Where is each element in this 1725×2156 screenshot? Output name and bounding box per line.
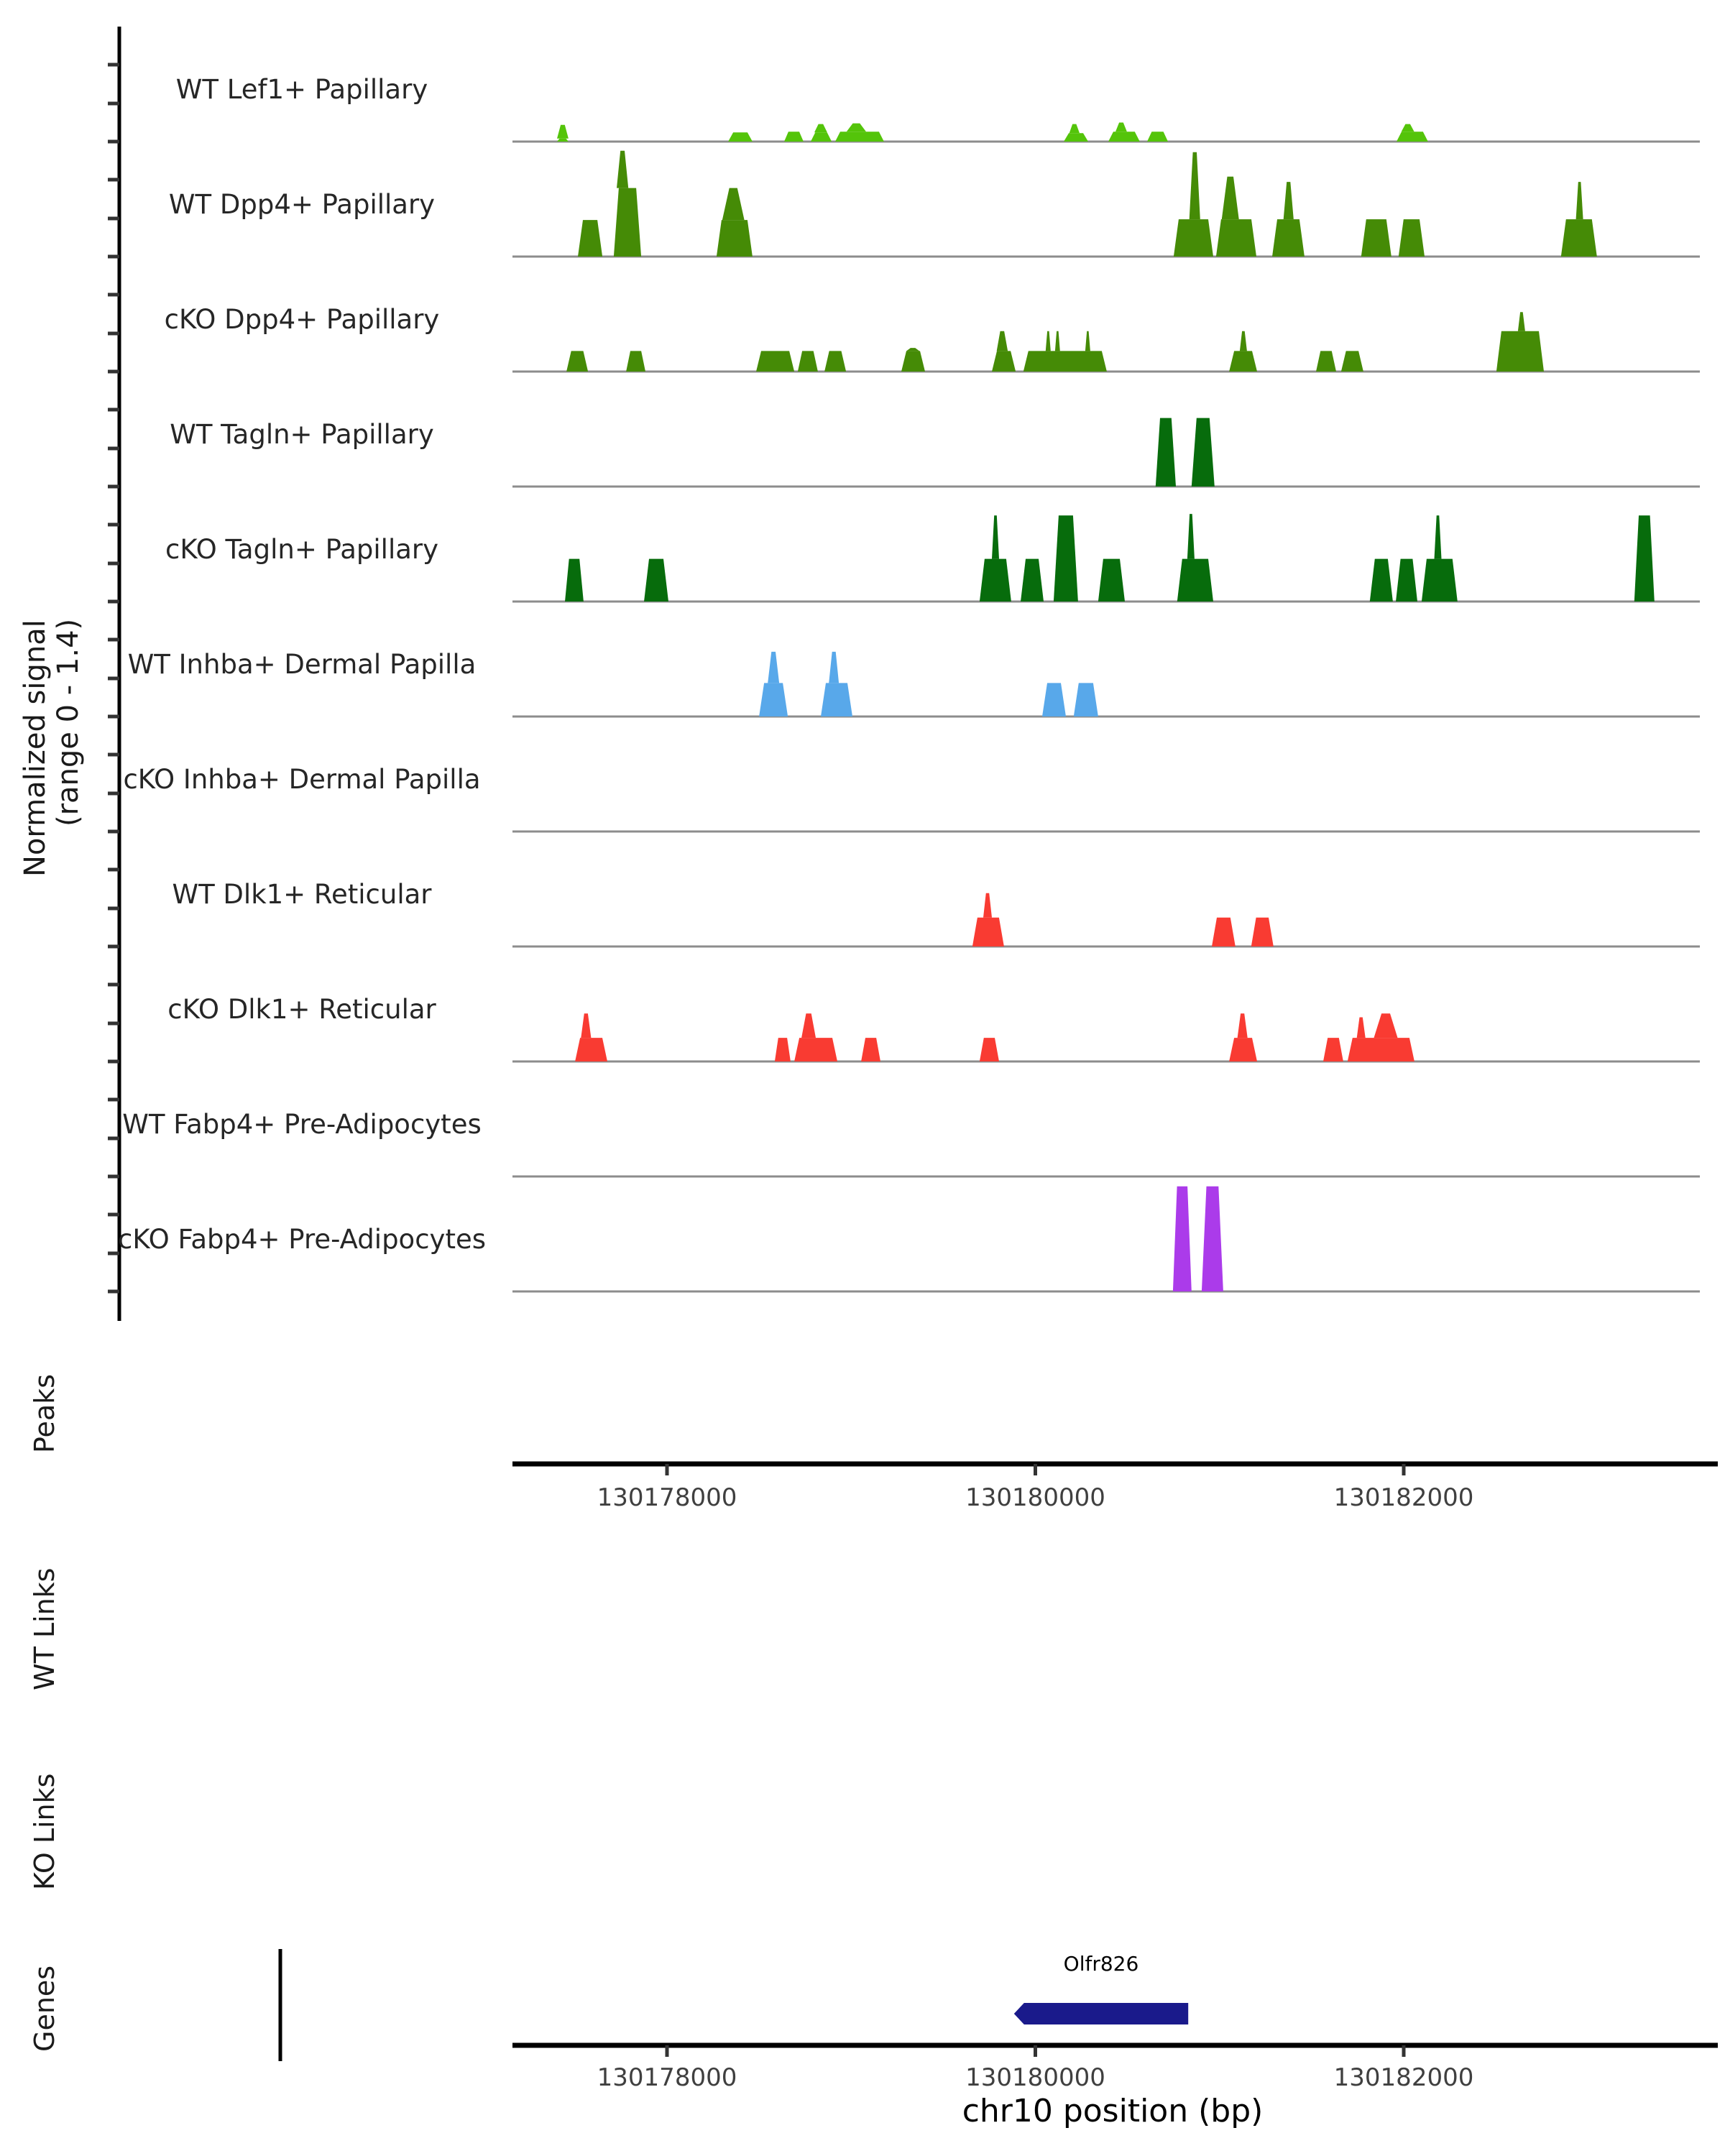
signal-track [118, 1187, 1700, 1291]
track-label: WT Fabp4+ Pre-Adipocytes [122, 1109, 482, 1140]
signal-peak-spike [1222, 177, 1239, 219]
signal-peak [835, 132, 884, 142]
signal-peak [1216, 219, 1256, 257]
signal-peak [1316, 351, 1336, 372]
signal-peak [1054, 515, 1078, 602]
signal-peak [565, 559, 584, 602]
y-axis-label-line1: Normalized signal [19, 619, 52, 877]
signal-track [128, 649, 1700, 717]
signal-peak [1108, 132, 1140, 142]
signal-peak [1272, 219, 1305, 257]
signal-peak-spike [906, 348, 919, 351]
signal-peak [1156, 418, 1176, 487]
signal-peak [1229, 1038, 1257, 1061]
signal-peak-spike [1187, 514, 1195, 559]
gene-body [1014, 2003, 1188, 2024]
section-label-peaks: Peaks [29, 1373, 60, 1453]
track-label: WT Inhba+ Dermal Papilla [127, 649, 477, 680]
signal-peak [1098, 559, 1125, 602]
signal-peak [1229, 351, 1257, 372]
signal-peak [798, 351, 818, 372]
signal-peak-spike [1435, 515, 1442, 558]
signal-track [167, 994, 1700, 1061]
signal-peak [811, 132, 832, 142]
signal-peak [756, 351, 794, 372]
track-label: WT Tagln+ Papillary [170, 419, 434, 450]
signal-peak [1323, 1038, 1343, 1061]
signal-track [169, 151, 1700, 257]
signal-peak-spike [1518, 312, 1525, 331]
signal-peak-spike [1284, 182, 1294, 219]
section-label-genes: Genes [29, 1965, 60, 2052]
signal-peak [794, 1038, 837, 1061]
y-axis-label-line2: (range 0 - 1.4) [52, 618, 85, 826]
signal-peak [1212, 918, 1236, 946]
signal-peak-spike [1055, 331, 1060, 351]
signal-peak-spike [768, 652, 779, 683]
signal-peak-spike [581, 1013, 591, 1038]
signal-peak-spike [1374, 1013, 1398, 1038]
signal-peak-spike [1238, 1013, 1248, 1038]
signal-peak [1074, 683, 1098, 717]
signal-peak [775, 1038, 791, 1061]
signal-peak-spike [722, 188, 745, 221]
signal-track [172, 879, 1700, 946]
signal-peak [972, 918, 1004, 946]
signal-tracks-layer [118, 74, 1700, 1291]
signal-track [122, 1109, 1700, 1176]
signal-peak-spike [1357, 1018, 1366, 1038]
x-axis-tick-label: 130180000 [965, 2063, 1105, 2092]
signal-peak [728, 132, 753, 142]
signal-track [123, 764, 1700, 831]
signal-peak-spike [992, 515, 999, 558]
x-axis-tick-label: 130182000 [1333, 2063, 1474, 2092]
signal-peak [1634, 515, 1655, 602]
signal-peak [1173, 1187, 1192, 1291]
track-label: cKO Dpp4+ Papillary [164, 304, 440, 335]
gene-annotation-layer [1014, 1952, 1188, 2024]
signal-peak [626, 351, 645, 372]
signal-peak-spike [829, 652, 839, 683]
signal-peak-spike [1116, 123, 1127, 132]
signal-peak [1147, 132, 1168, 142]
x-axis-tick-label: 130180000 [965, 1483, 1105, 1512]
track-label: WT Dlk1+ Reticular [172, 879, 432, 910]
signal-peak [1174, 219, 1213, 257]
track-label: WT Dpp4+ Papillary [168, 189, 436, 220]
signal-peak [1341, 351, 1363, 372]
signal-peak [1361, 219, 1392, 257]
signal-peak [824, 351, 846, 372]
track-label: cKO Inhba+ Dermal Papilla [123, 764, 481, 795]
x-axis-title: chr10 position (bp) [962, 2093, 1264, 2129]
signal-peak [861, 1038, 880, 1061]
signal-peak [821, 683, 852, 717]
signal-peak [578, 220, 602, 257]
signal-peak [1177, 559, 1213, 602]
track-label: cKO Dlk1+ Reticular [167, 994, 436, 1025]
signal-peak [1348, 1038, 1414, 1061]
track-label: WT Lef1+ Papillary [175, 74, 428, 105]
gene-name-label: Olfr826 [1063, 1952, 1139, 1976]
signal-peak-spike [997, 331, 1008, 351]
section-label-wt-links: WT Links [29, 1567, 60, 1690]
signal-peak-spike [1576, 182, 1583, 219]
signal-peak [717, 220, 753, 257]
signal-peak [1422, 559, 1458, 602]
signal-peak [901, 351, 925, 372]
axes-layer [108, 27, 1718, 2092]
signal-peak-spike [847, 124, 866, 132]
signal-peak [992, 351, 1016, 372]
x-axis-tick-label: 130182000 [1333, 1483, 1474, 1512]
signal-peak [1024, 351, 1107, 372]
signal-peak-spike [1070, 124, 1080, 134]
section-label-ko-links: KO Links [29, 1773, 60, 1890]
x-axis-tick-label: 130178000 [597, 2063, 737, 2092]
signal-peak [980, 559, 1011, 602]
signal-peak-spike [814, 124, 827, 133]
signal-peak [1251, 918, 1274, 946]
signal-track [165, 304, 1700, 372]
signal-peak [575, 1038, 607, 1061]
signal-peak [1399, 219, 1425, 257]
track-label: cKO Fabp4+ Pre-Adipocytes [117, 1224, 487, 1255]
track-label: cKO Tagln+ Papillary [165, 534, 439, 565]
signal-peak-spike [1240, 331, 1247, 351]
signal-peak-spike [1190, 152, 1200, 219]
signal-peak [1202, 1187, 1223, 1291]
x-axis-tick-label: 130178000 [597, 1483, 737, 1512]
signal-peak [784, 132, 804, 142]
signal-peak-spike [983, 893, 992, 918]
signal-peak-spike [617, 151, 628, 188]
signal-peak-spike [1402, 124, 1414, 132]
signal-peak-spike [557, 125, 569, 139]
signal-peak [1192, 418, 1215, 487]
signal-peak [1561, 219, 1597, 257]
signal-peak-spike [1046, 331, 1051, 351]
signal-peak-spike [1085, 331, 1090, 351]
signal-track [176, 74, 1700, 142]
signal-peak [614, 188, 641, 257]
signal-peak [1370, 559, 1393, 602]
signal-peak [566, 351, 588, 372]
signal-peak [557, 139, 569, 142]
signal-peak [980, 1038, 999, 1061]
signal-peak [759, 683, 788, 717]
signal-track [170, 418, 1700, 487]
signal-track [165, 514, 1700, 602]
signal-peak [644, 559, 668, 602]
signal-peak [1396, 559, 1417, 602]
signal-peak [1042, 683, 1066, 717]
signal-peak-spike [801, 1013, 816, 1038]
signal-peak [1496, 331, 1544, 372]
signal-peak [1064, 133, 1088, 142]
signal-peak [1397, 132, 1428, 142]
signal-peak [1021, 559, 1044, 602]
